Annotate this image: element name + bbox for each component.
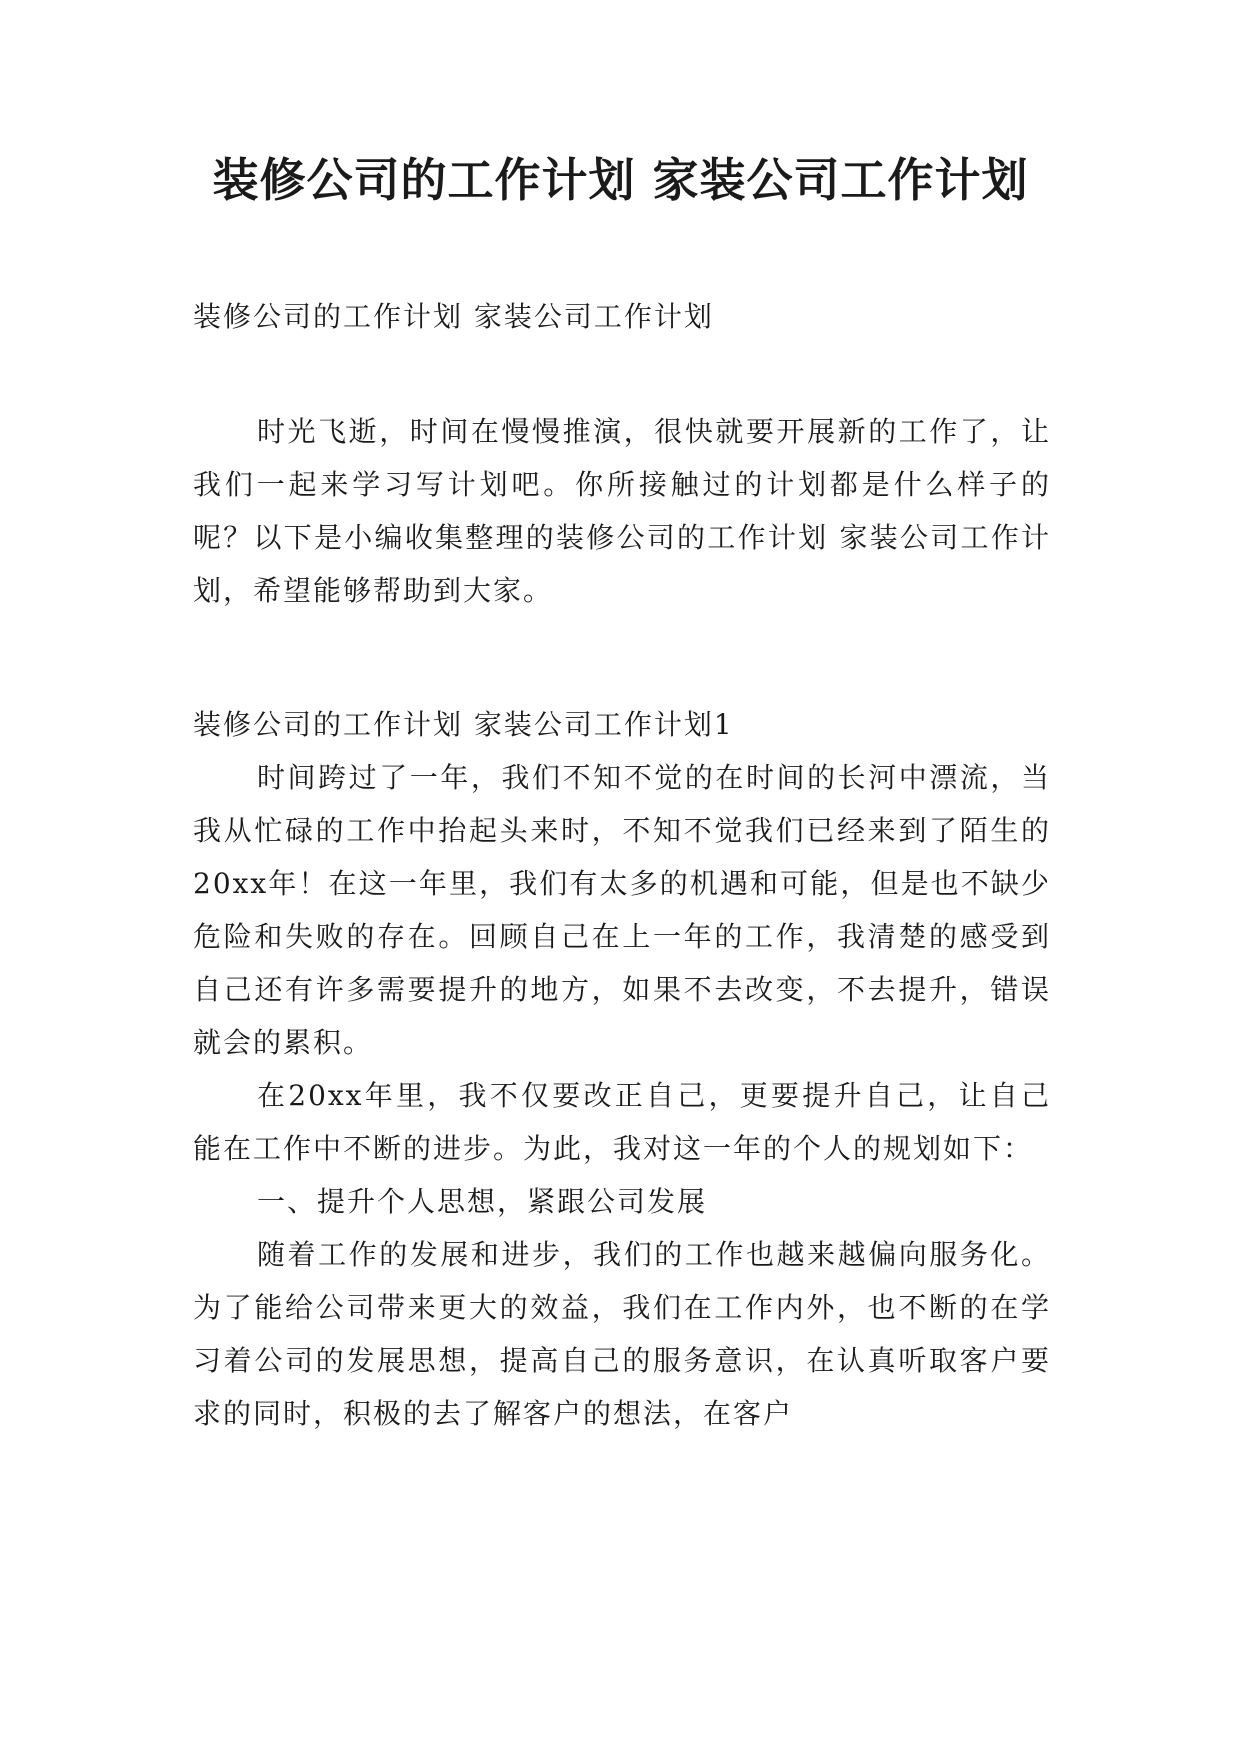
section-1-paragraph-1: 时间跨过了一年，我们不知不觉的在时间的长河中漂流，当我从忙碌的工作中抬起头来时，不知不觉我们已经来到了陌生的20xx年！在这一年里，我们有太多的机遇和可能，但是也不缺少危险和失败的存在。回顾自己在上一年的工作，我清楚的感受到自己还有许多需要提升的地方，如果不去改变，不去提升，错误就会的累积。 [193,761,1051,1059]
section-1-heading: 装修公司的工作计划 家装公司工作计划1 [193,708,734,741]
section-1-paragraph-3: 随着工作的发展和进步，我们的工作也越来越偏向服务化。为了能给公司带来更大的效益，我们在工作内外，也不断的在学习着公司的发展思想，提高自己的服务意识，在认真听取客户要求的同时，积极的去了解客户的想法，在客户 [193,1238,1051,1430]
section-1-subheading-1: 一、提升个人思想，紧跟公司发展 [257,1185,708,1218]
section-1 [193,698,1051,1440]
document-subtitle: 装修公司的工作计划 家装公司工作计划 [193,300,714,333]
intro-paragraph: 时光飞逝，时间在慢慢推演，很快就要开展新的工作了，让我们一起来学习写计划吧。你所接触过的计划都是什么样子的呢？以下是小编收集整理的装修公司的工作计划 家装公司工作计划，希望能够帮助到大家。 [193,415,1051,607]
document-title: 装修公司的工作计划 家装公司工作计划 [212,153,1029,207]
section-1-paragraph-2: 在20xx年里，我不仅要改正自己，更要提升自己，让自己能在工作中不断的进步。为此，我对这一年的个人的规划如下： [193,1079,1051,1165]
